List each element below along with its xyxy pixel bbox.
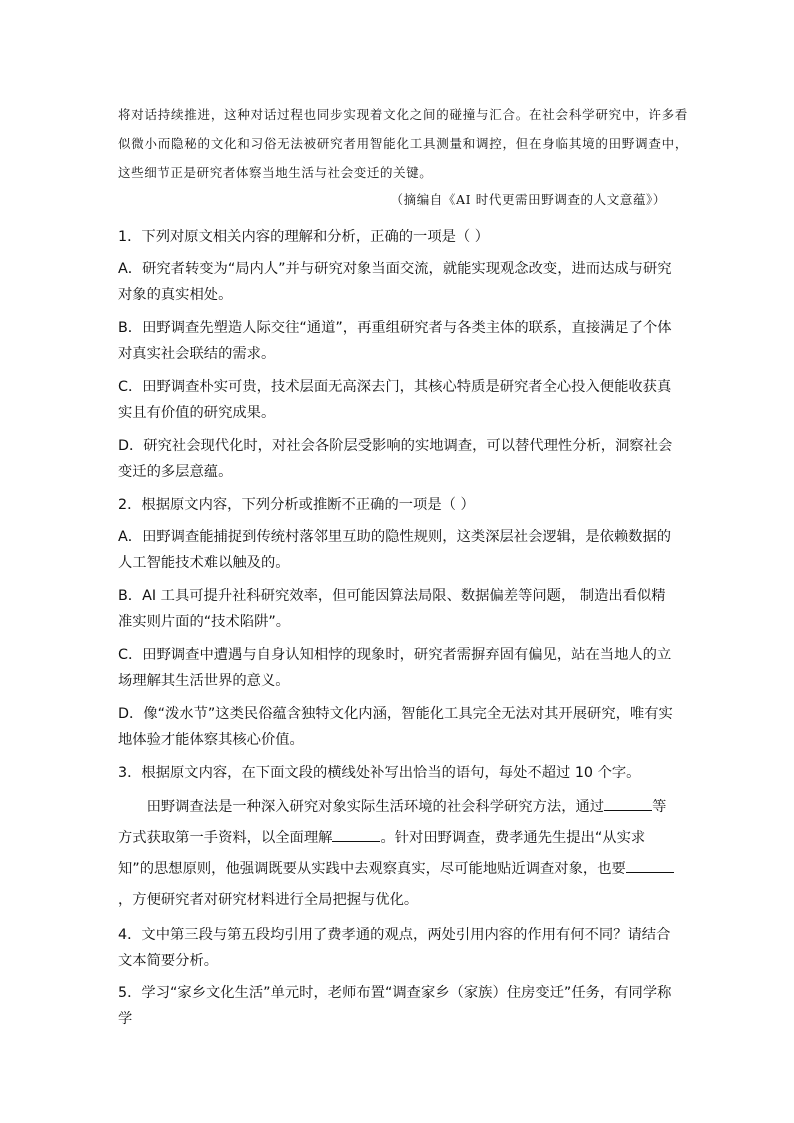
question-2-option-c: C．田野调查中遭遇与自身认知相悖的现象时，研究者需摒弃固有偏见，站在当地人的立场理解其生活世界的意义。 [118, 647, 672, 689]
question-1-option-c: C．田野调查朴实可贵，技术层面无高深去门，其核心特质是研究者全心投入便能收获真实且有价值的研究成果。 [118, 379, 672, 421]
passage-paragraph: 将对话持续推进，这种对话过程也同步实现着文化之间的碰撞与汇合。在社会科学研究中，许多看似微小而隐秘的文化和习俗无法被研究者用智能化工具测量和调控，但在身临其境的田野调查中，这些细节正是研究者体察当地生活与社会变迁的关键。 [118, 107, 688, 180]
question-list [118, 224, 678, 1038]
question-3-passage [118, 792, 678, 916]
question-1-stem: 1．下列对原文相关内容的理解和分析，正确的一项是（ ） [118, 229, 490, 245]
question-3-text-4: ，方便研究者对研究材料进行全局把握与优化。 [118, 892, 419, 908]
passage-source: （摘编自《AI 时代更需田野调查的人文意蕴》） [390, 192, 666, 207]
question-2-option-a: A．田野调查能捕捉到传统村落邻里互助的隐性规则，这类深层社会逻辑，是依赖数据的人工智能技术难以触及的。 [118, 529, 672, 571]
question-2-option-b: B．AI 工具可提升社科研究效率，但可能因算法局限、数据偏差等问题， 制造出看似精准实则片面的“技术陷阱”。 [118, 588, 666, 630]
question-3-stem: 3．根据原文内容，在下面文段的横线处补写出恰当的语句，每处不超过 10 个字。 [118, 765, 641, 781]
question-3-text-2: 等方式获取第一手资料，以全面理解 [118, 799, 667, 846]
question-3-text-1: 田野调查法是一种深入研究对象实际生活环境的社会科学研究方法，通过 [146, 799, 605, 815]
question-1-option-d: D．研究社会现代化时，对社会各阶层受影响的实地调查，可以替代理性分析，洞察社会变迁的多层意蕴。 [118, 438, 673, 480]
question-3-text-3: 。针对田野调查，费孝通先生提出“从实求知”的思想原则，他强调既要从实践中去观察真实，尽可能地贴近调查对象，也要 [118, 830, 646, 877]
question-1-option-a: A．研究者转变为“局内人”并与研究对象当面交流，就能实现观念改变，进而达成与研究对象的真实相处。 [118, 261, 672, 303]
question-4-stem: 4．文中第三段与第五段均引用了费孝通的观点，两处引用内容的作用有何不同？请结合文本简要分析。 [118, 927, 671, 969]
question-1-option-b: B．田野调查先塑造人际交往“通道”，再重组研究者与各类主体的联系，直接满足了个体对真实社会联结的需求。 [118, 320, 672, 362]
question-5-stem: 5．学习“家乡文化生活”单元时，老师布置“调查家乡（家族）住房变迁”任务，有同学称学 [118, 985, 672, 1027]
answer-blank-1[interactable] [604, 796, 652, 811]
answer-blank-2[interactable] [332, 827, 380, 842]
question-2-option-d: D．像“泼水节”这类民俗蕴含独特文化内涵，智能化工具完全无法对其开展研究，唯有实地体验才能体察其核心价值。 [118, 706, 673, 748]
passage-excerpt [118, 100, 688, 187]
answer-blank-3[interactable] [626, 858, 674, 873]
question-2-stem: 2．根据原文内容，下列分析或推断不正确的一项是（ ） [118, 497, 475, 513]
